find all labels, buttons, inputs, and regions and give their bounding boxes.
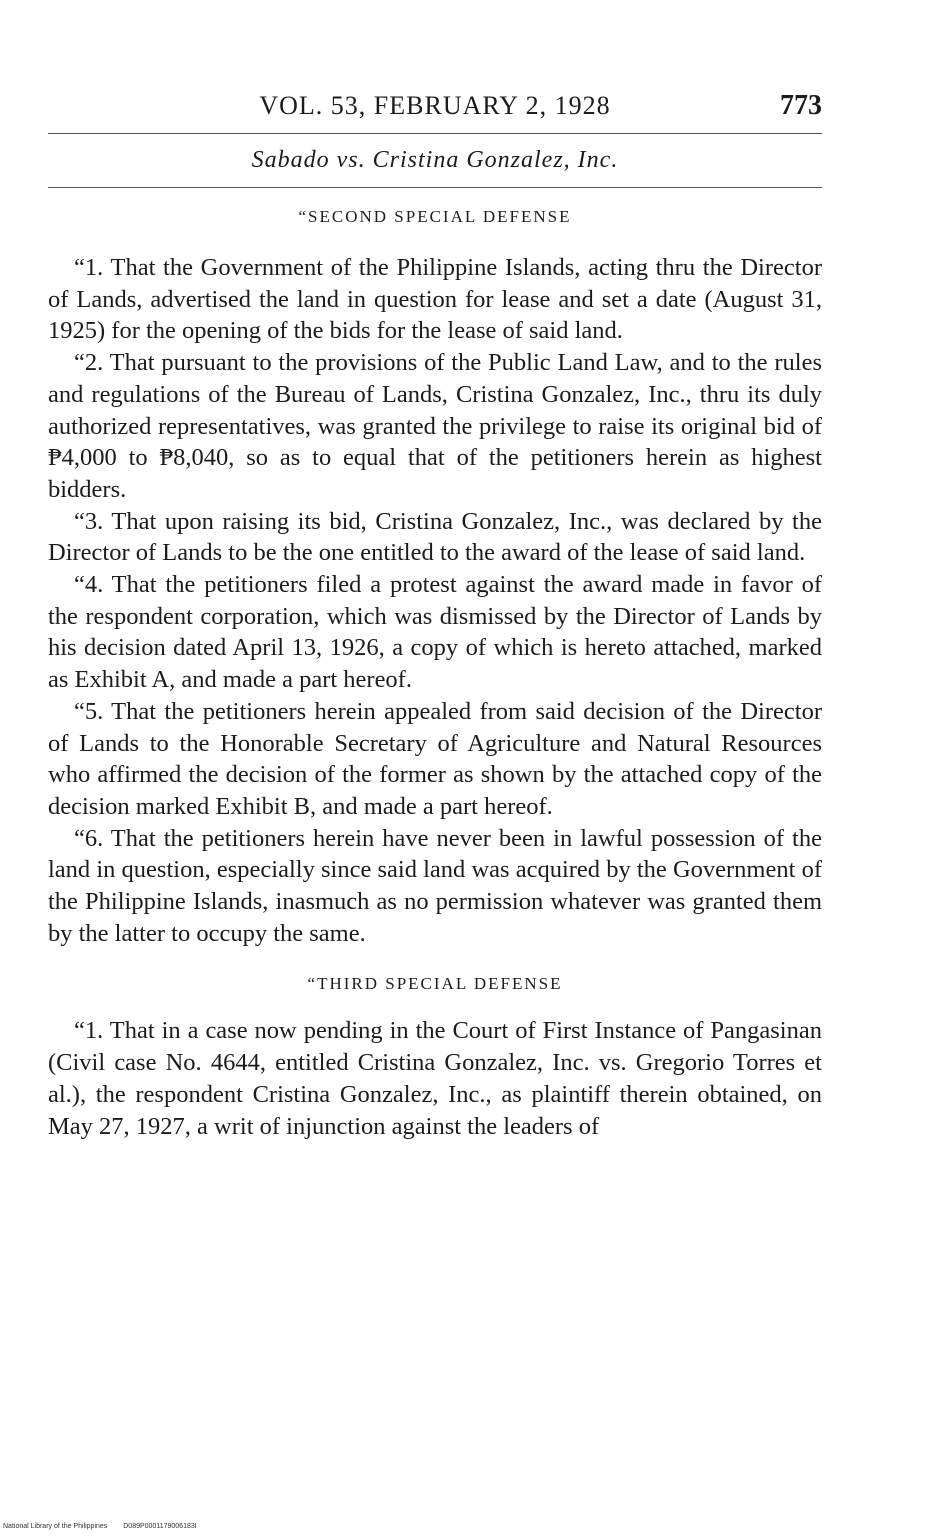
- paragraph-second-4: “4. That the petitioners filed a protest against the award made in favor of the respondent corporation, which was dismissed by the Director of Lands by his decision dated April 13, 1926, a copy of which is hereto attached, marked as Exhibit A, and made a part hereof.: [48, 571, 822, 694]
- second-special-defense-heading: “SECOND SPECIAL DEFENSE: [298, 207, 572, 226]
- header-rule-top: [48, 133, 822, 134]
- body-text: [48, 196, 822, 1142]
- footer-library: National Library of the Philippines: [3, 1523, 108, 1530]
- third-special-defense-heading: “THIRD SPECIAL DEFENSE: [307, 974, 563, 994]
- paragraph-second-1: “1. That the Government of the Philippine Islands, acting thru the Director of Lands, advertised the land in question for lease and set a date (August 31, 1925) for the opening of the bids for the lease of said land.: [48, 254, 822, 345]
- paragraph-second-6: “6. That the petitioners herein have never been in lawful possession of the land in question, especially since said land was acquired by the Government of the Philippine Islands, inasmuch as no permission whatever was granted them by the latter to occupy the same.: [48, 824, 822, 947]
- footer-code: D089P0001179006183I: [123, 1523, 197, 1530]
- page-number: 773: [780, 90, 822, 121]
- paragraph-third-1: “1. That in a case now pending in the Court of First Instance of Pangasinan (Civil case No. 4644, entitled Cristina Gonzalez, Inc. vs. Gregorio Torres et al.), the respondent Cristina Gonzalez, Inc., as plaintiff therein obtained, on May 27, 1927, a writ of injunction against the leaders of: [48, 1017, 822, 1140]
- header-rule-bottom: [48, 187, 822, 188]
- paragraph-second-2: “2. That pursuant to the provisions of the Public Land Law, and to the rules and regulations of the Bureau of Lands, Cristina Gonzalez, Inc., thru its duly authorized representatives, was granted the privilege to raise its original bid of ₱4,000 to ₱8,040, so as to equal that of the petitioners herein as highest bidders.: [48, 349, 822, 503]
- running-head: VOL. 53, FEBRUARY 2, 1928: [259, 91, 611, 120]
- paragraph-second-5: “5. That the petitioners herein appealed from said decision of the Director of Lands to the Honorable Secretary of Agriculture and Natural Resources who affirmed the decision of the former as shown by the attached copy of the decision marked Exhibit B, and made a part hereof.: [48, 697, 822, 820]
- page-header: [48, 84, 822, 128]
- paragraph-second-3: “3. That upon raising its bid, Cristina Gonzalez, Inc., was declared by the Director of Lands to be the one entitled to the award of the lease of said land.: [48, 507, 822, 567]
- scan-footer: [3, 1522, 211, 1532]
- case-title: Sabado vs. Cristina Gonzalez, Inc.: [251, 147, 619, 173]
